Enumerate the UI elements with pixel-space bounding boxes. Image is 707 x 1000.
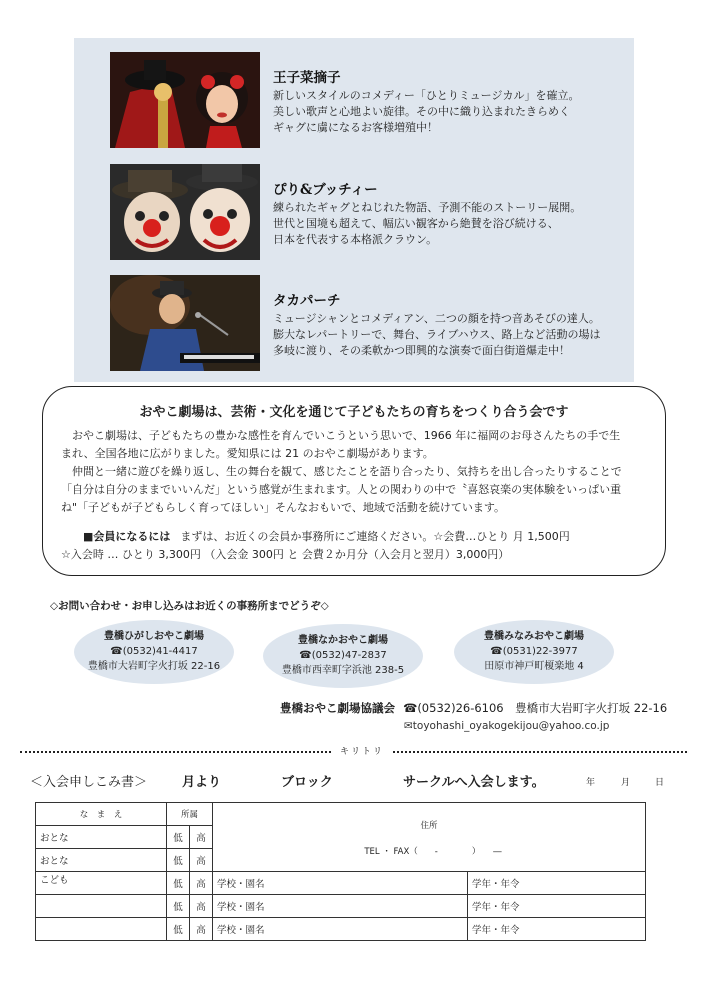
grade-cell[interactable]: 学年・年令 xyxy=(468,895,646,918)
membership-line1: まずは、お近くの会員か事務所にご連絡ください。☆会費…ひとり 月 1,500円 xyxy=(180,530,570,543)
application-form xyxy=(35,802,646,941)
about-line: まれ、全国各地に広がりました。愛知県には 21 のおやこ劇場があります。 xyxy=(61,447,434,460)
about-box xyxy=(42,386,666,576)
performer-name: 王子菜摘子 xyxy=(273,70,341,86)
application-title: ＜入会申しこみ書＞ xyxy=(30,775,148,790)
about-line: 「自分は自分のままでいいんだ」という感覚が生まれます。人との関わりの中で〝喜怒哀楽の実体験をいっぱい重 xyxy=(61,483,622,496)
name-cell[interactable] xyxy=(36,895,167,918)
office-address: 田原市神戸町榎楽地 4 xyxy=(484,661,584,672)
office-naka xyxy=(263,624,423,688)
telfax-label: TEL ・ FAX（ - ） ― xyxy=(364,847,502,857)
performer-1 xyxy=(110,52,620,148)
association-tel: ☎(0532)26-6106 豊橋市大岩町字火打坂 22-16 xyxy=(403,701,668,715)
address-label: 住所 xyxy=(420,821,438,831)
performer-3 xyxy=(110,275,620,371)
performer-2 xyxy=(110,164,620,260)
school-cell[interactable]: 学校・園名 xyxy=(213,895,468,918)
adult-cell[interactable]: おとな xyxy=(36,849,167,872)
office-name: 豊橋なかおやこ劇場 xyxy=(298,635,388,646)
performer-desc: 練られたギャグとねじれた物語、予測不能のストーリー展開。 xyxy=(273,201,582,214)
high-option[interactable]: 高 xyxy=(190,918,213,941)
about-line: 仲間と一緒に遊びを繰り返し、生の舞台を観て、感じたことを語り合ったり、気持ちを出し合ったりすることで xyxy=(61,465,622,478)
grade-cell[interactable]: 学年・年令 xyxy=(468,918,646,941)
application-day: 日 xyxy=(655,778,665,788)
performer-desc: 美しい歌声と心地よい旋律。その中に織り込まれたきらめく xyxy=(273,105,570,118)
photo-ouji-natsumiko xyxy=(110,52,260,148)
association xyxy=(280,700,667,716)
child-cell[interactable]: こども xyxy=(36,872,167,895)
low-option[interactable]: 低 xyxy=(167,895,190,918)
application-circle: サークルへ入会します。 xyxy=(403,775,545,790)
about-line: おやこ劇場は、子どもたちの豊かな感性を育んでいこうという思いで、1966 年に福岡のお母さんたちの手で生 xyxy=(61,429,621,442)
name-cell[interactable] xyxy=(36,918,167,941)
header-belong: 所属 xyxy=(167,803,213,826)
performer-desc: 日本を代表する本格派クラウン。 xyxy=(273,233,438,246)
application-block: ブロック xyxy=(281,775,333,790)
photo-takapachi xyxy=(110,275,260,371)
office-name: 豊橋みなみおやこ劇場 xyxy=(484,631,584,642)
high-option[interactable]: 高 xyxy=(190,826,213,849)
performer-desc: 多岐に渡り、その柔軟かつ即興的な演奏で面白街道爆走中！ xyxy=(273,344,570,357)
performer-desc: ミュージシャンとコメディアン、二つの顔を持つ音あそびの達人。 xyxy=(273,312,600,325)
about-title: おやこ劇場は、芸術・文化を通じて子どもたちの育ちをつくり合う会です xyxy=(139,405,569,420)
performer-desc: ギャグに虜になるお客様増殖中！ xyxy=(273,121,438,134)
membership-label: ■会員になるには xyxy=(83,530,171,543)
low-option[interactable]: 低 xyxy=(167,918,190,941)
office-tel: ☎(0532)47-2837 xyxy=(299,650,387,661)
high-option[interactable]: 高 xyxy=(190,849,213,872)
application-month: 月より xyxy=(182,775,222,790)
grade-cell[interactable]: 学年・年令 xyxy=(468,872,646,895)
about-line: ね"「子どもが子どもらしく育ってほしい」そんなおもいで、地域で活動を続けています。 xyxy=(61,501,505,514)
performer-desc: 新しいスタイルのコメディー「ひとりミュージカル」を確立。 xyxy=(273,89,580,102)
form-row xyxy=(36,895,646,918)
application-year: 年 xyxy=(586,778,596,788)
performer-name: タカパーチ xyxy=(273,293,341,309)
office-tel: ☎(0531)22-3977 xyxy=(490,646,578,657)
association-email: ✉toyohashi_oyakogekijou@yahoo.co.jp xyxy=(404,720,610,732)
form-row xyxy=(36,872,646,895)
performer-name: ぴり&ブッチィー xyxy=(273,182,378,198)
school-cell[interactable]: 学校・園名 xyxy=(213,872,468,895)
form-header-row xyxy=(36,803,646,826)
address-cell[interactable] xyxy=(213,803,646,872)
header-name: な ま え xyxy=(36,803,167,826)
performer-desc: 膨大なレパートリーで、舞台、ライブハウス、路上など活動の場は xyxy=(273,328,601,341)
low-option[interactable]: 低 xyxy=(167,826,190,849)
cut-label: キリトリ xyxy=(332,744,392,757)
office-name: 豊橋ひがしおやこ劇場 xyxy=(104,631,204,642)
contact-heading: ◇お問い合わせ・お申し込みはお近くの事務所までどうぞ◇ xyxy=(50,600,329,612)
low-option[interactable]: 低 xyxy=(167,872,190,895)
school-cell[interactable]: 学校・園名 xyxy=(213,918,468,941)
membership-line2: ☆入会時 … ひとり 3,300円 （入会金 300円 と 会費２か月分（入会月と翌月）3,000円） xyxy=(61,548,510,561)
adult-cell[interactable]: おとな xyxy=(36,826,167,849)
performers-panel xyxy=(74,38,634,382)
office-higashi xyxy=(74,620,234,684)
office-tel: ☎(0532)41-4417 xyxy=(110,646,198,657)
high-option[interactable]: 高 xyxy=(190,872,213,895)
photo-piri-butchy xyxy=(110,164,260,260)
membership-info xyxy=(61,528,570,564)
office-address: 豊橋市西幸町字浜池 238-5 xyxy=(281,665,405,676)
performer-desc: 世代と国境も超えて、幅広い観客から絶賛を浴び続ける、 xyxy=(273,217,559,230)
application-mon: 月 xyxy=(621,778,631,788)
form-row xyxy=(36,918,646,941)
high-option[interactable]: 高 xyxy=(190,895,213,918)
association-name: 豊橋おやこ劇場協議会 xyxy=(280,701,395,715)
office-address: 豊橋市大岩町字火打坂 22-16 xyxy=(87,661,221,672)
low-option[interactable]: 低 xyxy=(167,849,190,872)
office-minami xyxy=(454,620,614,684)
